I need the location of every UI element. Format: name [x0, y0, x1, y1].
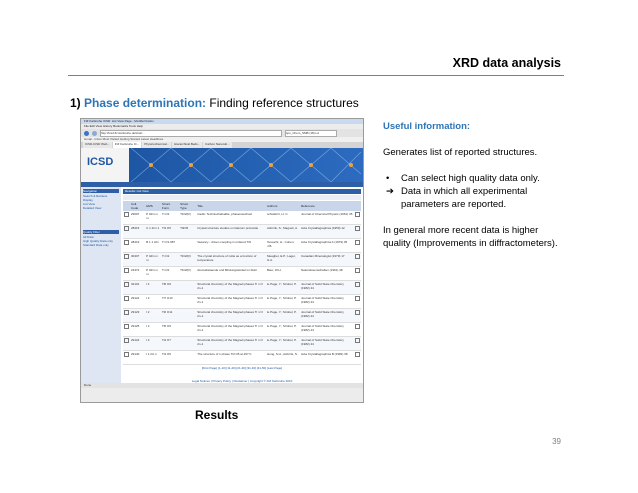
- browser-tab[interactable]: Physicochemical...: [144, 142, 170, 146]
- table-cell: le Page, Y.; Strobel, P.: [266, 337, 300, 351]
- row-checkbox-cell[interactable]: [123, 225, 130, 239]
- table-cell: Acta Crystallographica A (1979) 35: [300, 239, 354, 253]
- table-cell: Crystal structure studies on titanium protoxide: [196, 225, 266, 239]
- table-cell: Journal of Solid State Chemistry (1982) 44: [300, 323, 354, 337]
- row-select-icon[interactable]: [355, 254, 360, 259]
- row-actions[interactable]: [354, 225, 361, 239]
- table-cell: Ti O2: [161, 253, 179, 267]
- row-checkbox[interactable]: [124, 352, 129, 357]
- table-cell: I 2: [145, 309, 161, 323]
- subtitle-number: 1): [70, 96, 81, 110]
- row-checkbox[interactable]: [124, 268, 129, 273]
- table-cell: 30407: [130, 253, 145, 267]
- col-header[interactable]: Authors: [266, 201, 300, 211]
- table-cell: Meagher, E.P.; Lager, G.A.: [266, 253, 300, 267]
- browser-statusbar: Done: [81, 383, 363, 388]
- row-checkbox[interactable]: [124, 310, 129, 315]
- table-cell: schullehrt, H. C.: [266, 211, 300, 225]
- row-select-icon[interactable]: [355, 268, 360, 273]
- info-panel: [383, 120, 563, 263]
- browser-tab[interactable]: Hierarchical Beds...: [174, 142, 201, 146]
- bookmarks-bar[interactable]: Gmail - Inbox Most Visited Getting Started Latest Headlines: [81, 137, 363, 142]
- table-cell: Naturwissenschaften (1961) 48: [300, 267, 354, 281]
- table-cell: Ti8 O9: [161, 281, 179, 295]
- table-cell: 32101: [130, 281, 145, 295]
- icsd-main: [121, 187, 363, 383]
- table-cell: 24372: [130, 267, 145, 281]
- table-cell: [179, 351, 196, 365]
- row-actions[interactable]: [354, 295, 361, 309]
- slide-title: XRD data analysis: [452, 56, 561, 70]
- browser-menubar[interactable]: File Edit View History Bookmarks Tools Help: [81, 124, 363, 129]
- row-checkbox[interactable]: [124, 282, 129, 287]
- url-field[interactable]: http://icsd.fiz-karlsruhe.de/icsd/...: [100, 130, 282, 137]
- table-row[interactable]: [123, 239, 361, 253]
- results-body: [123, 211, 361, 365]
- table-cell: [179, 281, 196, 295]
- table-row[interactable]: [123, 337, 361, 351]
- table-cell: Structural chemistry of the Magneli phases Ti n O 2n-1: [196, 323, 266, 337]
- table-cell: TiO2(R): [179, 211, 196, 225]
- table-cell: I 2: [145, 337, 161, 351]
- col-header[interactable]: HMS: [145, 201, 161, 211]
- table-cell: Ti7 O13: [161, 295, 179, 309]
- row-actions[interactable]: [354, 211, 361, 225]
- table-cell: [179, 337, 196, 351]
- title-divider: [68, 75, 564, 76]
- subtitle-rest: Finding reference structures: [209, 96, 359, 110]
- info-bullet: [383, 185, 563, 211]
- subtitle-key: Phase determination:: [84, 96, 207, 110]
- table-row[interactable]: [123, 351, 361, 365]
- row-actions[interactable]: [354, 323, 361, 337]
- table-cell: P 42/m n m: [145, 253, 161, 267]
- table-cell: Atomabstaende und Bindungswinkel im Rutil: [196, 267, 266, 281]
- table-cell: Ti O2: [161, 211, 179, 225]
- icsd-screenshot: [80, 118, 364, 403]
- table-cell: Cadis: Technischebaklte, phasenwechsel: [196, 211, 266, 225]
- table-cell: Ti4 O7: [161, 337, 179, 351]
- table-cell: Ti3 O5: [161, 225, 179, 239]
- page-number: 39: [552, 437, 561, 446]
- browser-navbar: [81, 129, 363, 137]
- table-row[interactable]: [123, 323, 361, 337]
- info-bullet: [383, 172, 563, 185]
- table-cell: TiO2(R): [179, 253, 196, 267]
- table-cell: I 2: [145, 323, 161, 337]
- row-select-icon[interactable]: [355, 324, 360, 329]
- table-cell: Journal of Chemical Physics (1961) 35: [300, 211, 354, 225]
- row-select-icon[interactable]: [355, 338, 360, 343]
- icsd-banner: [81, 148, 363, 182]
- table-row[interactable]: [123, 295, 361, 309]
- table-cell: [179, 323, 196, 337]
- table-cell: le Page, Y.; Strobel, P.: [266, 309, 300, 323]
- table-cell: le Page, Y.; Strobel, P.: [266, 281, 300, 295]
- icsd-logo: ICSD: [87, 156, 114, 168]
- table-cell: [179, 239, 196, 253]
- table-cell: TiO2(R): [179, 267, 196, 281]
- table-cell: The structure of 1 phase Ti3 O5 at 297 K: [196, 351, 266, 365]
- nav-item[interactable]: Search & Retrieve: [83, 194, 108, 198]
- table-cell: Structural chemistry of the Magneli phases Ti n O 2n-1: [196, 337, 266, 351]
- table-row[interactable]: [123, 309, 361, 323]
- bullet-marker: •: [386, 173, 390, 184]
- icsd-footer[interactable]: Legal Notices | Privacy Policy | Disclaimer | Copyright © FIZ Karlsruhe 2010: [191, 379, 293, 383]
- table-cell: Journal of Solid State Chemistry (1982) 44: [300, 309, 354, 323]
- nav-item[interactable]: Detailed View: [83, 206, 102, 210]
- table-cell: Journal of Solid State Chemistry (1982) 44: [300, 295, 354, 309]
- table-cell: Ti3O5: [179, 225, 196, 239]
- slide-subtitle: [70, 96, 359, 110]
- col-header[interactable]: Struct. Form.: [161, 201, 179, 211]
- table-cell: le Page, Y.; Strobel, P.: [266, 323, 300, 337]
- row-actions[interactable]: [354, 281, 361, 295]
- nav-heading: Navigation: [83, 189, 119, 193]
- table-cell: Structural chemistry of the Magneli phases Ti n O 2n-1: [196, 295, 266, 309]
- table-cell: Acta Crystallographica B (1982) 38: [300, 351, 354, 365]
- row-actions[interactable]: [354, 239, 361, 253]
- col-header[interactable]: Coll. Code: [130, 201, 145, 211]
- forward-icon[interactable]: [92, 131, 97, 136]
- nav-item[interactable]: List View: [83, 202, 95, 206]
- quality-option[interactable]: High Quality Data only: [83, 239, 113, 243]
- table-cell: Structural chemistry of the Magneli phases Ti n O 2n-1: [196, 309, 266, 323]
- table-cell: C 1 2/m 1: [145, 225, 161, 239]
- row-checkbox[interactable]: [124, 296, 129, 301]
- row-actions[interactable]: [354, 267, 361, 281]
- table-cell: Structural chemistry of the Magneli phases Ti n O 2n-1: [196, 281, 266, 295]
- col-header[interactable]: Title: [196, 201, 266, 211]
- table-cell: Journal of Solid State Chemistry (1982) 44: [300, 337, 354, 351]
- table-cell: [179, 309, 196, 323]
- row-checkbox-cell[interactable]: [123, 295, 130, 309]
- col-header[interactable]: Reference: [300, 201, 354, 211]
- row-select-icon[interactable]: [355, 240, 360, 245]
- col-select[interactable]: [123, 201, 130, 211]
- table-cell: B 1 1 2/m: [145, 239, 161, 253]
- table-row[interactable]: [123, 211, 361, 225]
- icsd-sidebar: [81, 187, 121, 383]
- results-toolbar[interactable]: [123, 195, 361, 200]
- col-actions: [354, 201, 361, 211]
- table-cell: 29140: [130, 351, 145, 365]
- bullet-text: Can select high quality data only.: [401, 173, 540, 184]
- row-checkbox-cell[interactable]: [123, 211, 130, 225]
- row-checkbox-cell[interactable]: [123, 267, 130, 281]
- row-select-icon[interactable]: [355, 352, 360, 357]
- table-cell: Baur, W.H.: [266, 267, 300, 281]
- table-cell: I 4: [145, 281, 161, 295]
- table-cell: 29122: [130, 295, 145, 309]
- row-checkbox-cell[interactable]: [123, 351, 130, 365]
- table-cell: Acta Crystallographica (1959) 12: [300, 225, 354, 239]
- table-header-row: [123, 201, 361, 211]
- row-checkbox-cell[interactable]: [123, 281, 130, 295]
- row-checkbox-cell[interactable]: [123, 337, 130, 351]
- row-checkbox[interactable]: [124, 254, 129, 259]
- row-actions[interactable]: [354, 351, 361, 365]
- table-cell: [179, 295, 196, 309]
- row-actions[interactable]: [354, 309, 361, 323]
- table-cell: 29124: [130, 337, 145, 351]
- browser-tab[interactable]: ICSD-ICSD Web...: [85, 142, 110, 146]
- table-cell: P 42/m n m: [145, 211, 161, 225]
- row-checkbox-cell[interactable]: [123, 253, 130, 267]
- row-select-icon[interactable]: [355, 310, 360, 315]
- crystal-structure-graphic: [131, 148, 361, 182]
- table-cell: 29123: [130, 309, 145, 323]
- table-cell: Ti O2: [161, 267, 179, 281]
- table-cell: Hong, S.H.; Asbrink, S.: [266, 351, 300, 365]
- info-heading: Useful information:: [383, 121, 471, 132]
- table-cell: Ti5 O9: [161, 323, 179, 337]
- row-actions[interactable]: [354, 253, 361, 267]
- table-row[interactable]: [123, 281, 361, 295]
- table-row[interactable]: [123, 225, 361, 239]
- row-checkbox-cell[interactable]: [123, 239, 130, 253]
- row-checkbox-cell[interactable]: [123, 323, 130, 337]
- table-cell: I 1 2/c 1: [145, 351, 161, 365]
- nav-item[interactable]: Display: [83, 198, 93, 202]
- info-intro: Generates list of reported structures.: [383, 147, 538, 158]
- row-checkbox[interactable]: [124, 240, 129, 245]
- table-row[interactable]: [123, 267, 361, 281]
- row-checkbox-cell[interactable]: [123, 309, 130, 323]
- row-checkbox[interactable]: [124, 338, 129, 343]
- row-checkbox[interactable]: [124, 212, 129, 217]
- table-row[interactable]: [123, 253, 361, 267]
- table-cell: Terauchi, H.; Cohen, J.B.: [266, 239, 300, 253]
- browser-search-field[interactable]: sps_Chem_SMB (18) LA: [285, 130, 337, 137]
- row-select-icon[interactable]: [355, 282, 360, 287]
- quality-option[interactable]: All Data: [83, 235, 94, 239]
- results-caption: Results: [195, 408, 239, 422]
- table-cell: le Page, Y.; Strobel, P.: [266, 295, 300, 309]
- browser-tab[interactable]: FIZ Karlsruhe IC...: [114, 142, 140, 146]
- row-checkbox[interactable]: [124, 324, 129, 329]
- results-table: [123, 201, 361, 365]
- info-bullets: [383, 172, 563, 211]
- row-select-icon[interactable]: [355, 212, 360, 217]
- table-cell: Asbrink, S.; Magneli, A.: [266, 225, 300, 239]
- col-header[interactable]: Struct. Type: [179, 201, 196, 211]
- table-cell: I 2: [145, 295, 161, 309]
- pager[interactable]: [First Page] [1-10] [11-20] [21-30] [31-40] [41-50] [Last Page]: [201, 366, 283, 370]
- row-select-icon[interactable]: [355, 296, 360, 301]
- table-cell: P 42/m n m: [145, 267, 161, 281]
- bullet-text: Data in which all experimental parameters are reported.: [401, 186, 528, 210]
- table-cell: Canadian Mineralogist (1979) 17: [300, 253, 354, 267]
- icsd-content: [81, 187, 363, 383]
- info-conclusion: In general more recent data is higher quality (Improvements in diffractometers).: [383, 225, 558, 249]
- table-cell: Ti3 O5: [161, 351, 179, 365]
- arrow-icon: ➔: [386, 186, 394, 197]
- table-cell: 29125: [130, 323, 145, 337]
- table-cell: 29097: [130, 211, 145, 225]
- results-heading: Results: List View: [123, 189, 361, 194]
- quality-filter-heading: Quality Filter: [83, 230, 119, 234]
- table-cell: Ti6 O11: [161, 309, 179, 323]
- table-cell: Ti O1.087: [161, 239, 179, 253]
- browser-titlebar: FIZ Karlsruhe ICSD: List View Page - Mozilla Firefox: [81, 119, 363, 124]
- row-checkbox[interactable]: [124, 226, 129, 231]
- back-icon[interactable]: [84, 131, 89, 136]
- row-select-icon[interactable]: [355, 226, 360, 231]
- table-cell: 28415: [130, 225, 145, 239]
- table-cell: Vacancy - driven coupling in ordered TiO: [196, 239, 266, 253]
- table-cell: Journal of Solid State Chemistry (1982) 44: [300, 281, 354, 295]
- browser-tab[interactable]: Carbon Nanotub...: [205, 142, 230, 146]
- quality-option[interactable]: Standard Data only: [83, 243, 109, 247]
- table-cell: The crystal structure of rutile as a function of temperature: [196, 253, 266, 267]
- table-cell: 28419: [130, 239, 145, 253]
- row-actions[interactable]: [354, 337, 361, 351]
